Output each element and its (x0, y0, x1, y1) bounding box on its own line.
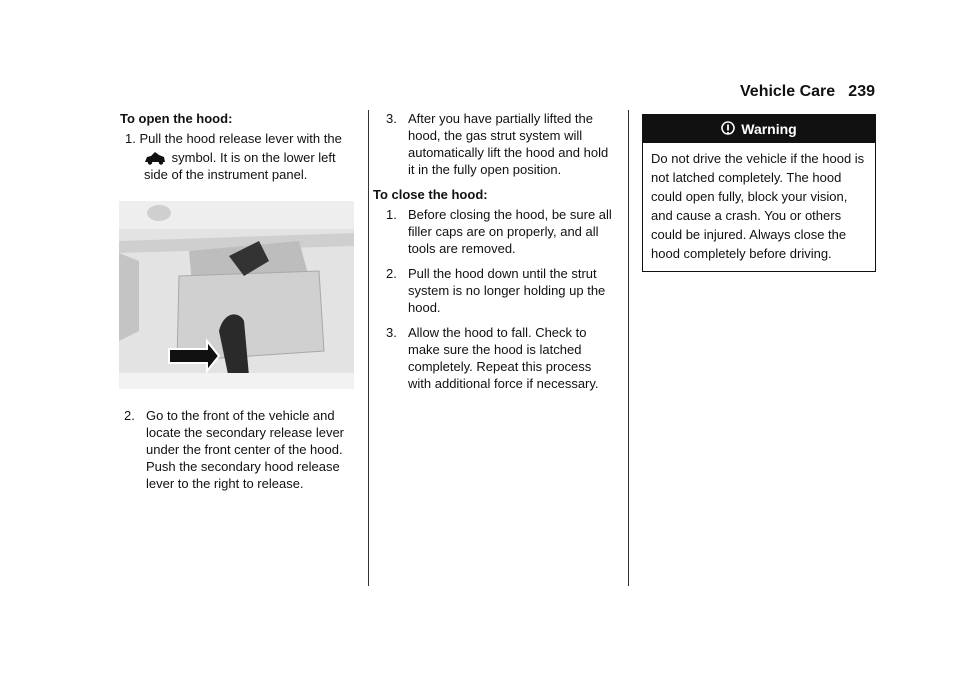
open-step-3 (382, 110, 614, 178)
step-number: 1. (125, 131, 136, 146)
warning-title: Warning (741, 120, 797, 137)
step-text-b: symbol. It is on the lower left side of the instrument panel. (144, 150, 336, 182)
section-title: Vehicle Care (740, 83, 836, 100)
column-divider-1 (368, 110, 369, 586)
open-step-1 (120, 130, 355, 183)
hood-latch-illustration (119, 201, 354, 389)
close-hood-heading: To close the hood: (373, 187, 488, 202)
step-number: 3. (386, 111, 397, 126)
close-step-2 (382, 265, 614, 316)
warning-text: Do not drive the vehicle if the hood is not latched completely. The hood could open fully, block your vision, and cause a crash. You or others could be injured. Always close the hood completely before driving. (651, 151, 865, 261)
column-left (120, 110, 355, 500)
page-header (740, 80, 875, 104)
step-text-a: Pull the hood release lever with the (139, 131, 342, 146)
column-right (642, 114, 874, 272)
car-hood-icon (144, 151, 166, 165)
column-divider-2 (628, 110, 629, 586)
step-text: Allow the hood to fall. Check to make sure the hood is latched completely. Repeat this process with additional force if necessary. (408, 325, 599, 391)
step-number: 1. (386, 207, 397, 222)
open-hood-steps-cont2 (382, 110, 614, 178)
step-text: Go to the front of the vehicle and locate the secondary release lever under the front center of the hood. Push the secondary hood release lever to the right to release. (146, 408, 345, 491)
open-hood-heading: To open the hood: (120, 111, 233, 126)
step-number: 2. (124, 408, 135, 423)
column-middle (373, 110, 614, 400)
close-step-1 (382, 206, 614, 257)
open-hood-steps (120, 130, 355, 183)
step-text: After you have partially lifted the hood, the gas strut system will automatically lift the hood and hold it in the fully open position. (408, 111, 609, 177)
step-text: Before closing the hood, be sure all filler caps are on properly, and all tools are removed. (408, 207, 612, 256)
open-hood-steps-cont (120, 407, 355, 492)
close-step-3 (382, 324, 614, 392)
step-number: 3. (386, 325, 397, 340)
step-text: Pull the hood down until the strut system is no longer holding up the hood. (408, 266, 606, 315)
page-number: 239 (848, 83, 875, 100)
close-hood-steps (382, 206, 614, 392)
hood-release-lever-image (119, 201, 354, 389)
open-step-2 (120, 407, 355, 492)
step-number: 2. (386, 266, 397, 281)
warning-box (642, 114, 876, 272)
warning-icon (721, 121, 735, 137)
warning-header (643, 115, 875, 143)
